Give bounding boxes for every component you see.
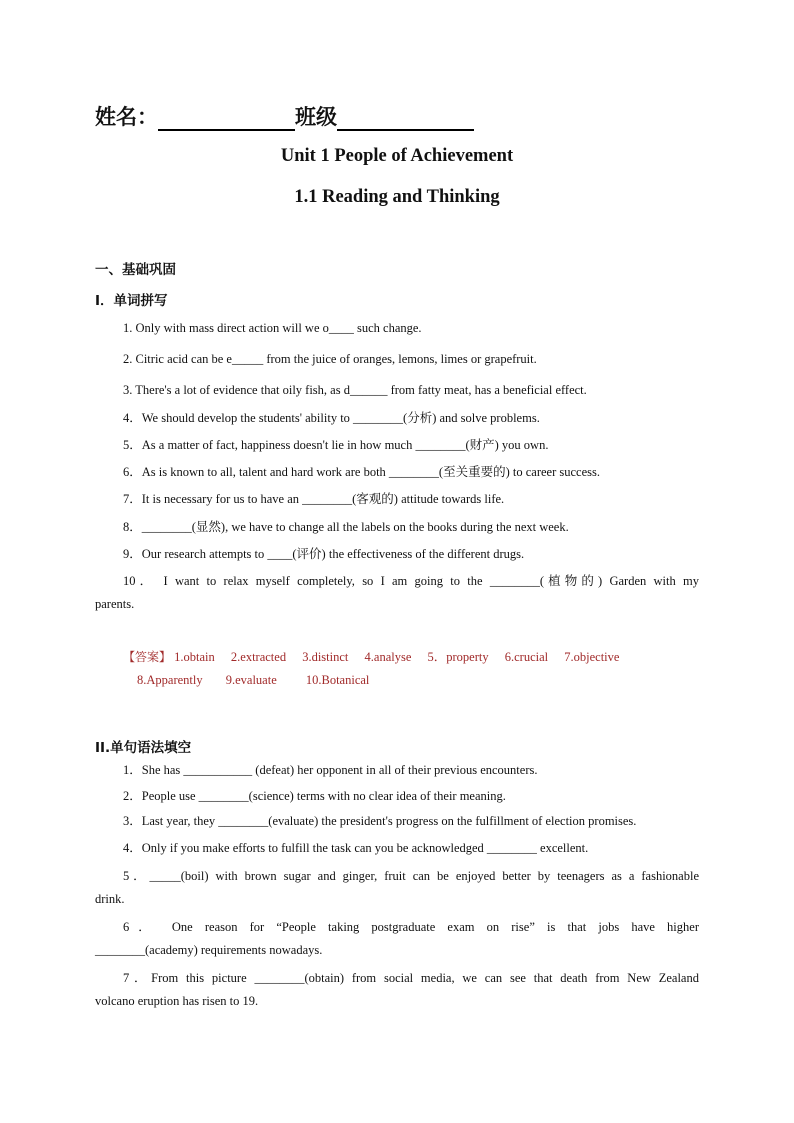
class-label: 班级 [295, 105, 337, 129]
question-item: 3．Last year, they ________(evaluate) the president's progress on the fulfillment of election promises. [123, 814, 637, 828]
question-item: 5．_____(boil) with brown sugar and ginger, fruit can be enjoyed better by teenagers as a fashionable [123, 869, 699, 883]
answer-tag: 【答案】 [123, 650, 172, 664]
question-item-continuation: drink. [95, 892, 125, 906]
name-class-row [95, 101, 474, 131]
answer-item: 7.objective [564, 650, 620, 664]
name-blank [158, 105, 295, 131]
answer-item: 3.distinct [302, 650, 349, 664]
question-item: 6．As is known to all, talent and hard work are both ________(至关重要的) to career success. [123, 465, 600, 479]
class-blank [337, 105, 474, 131]
question-item: 2．People use ________(science) terms with no clear idea of their meaning. [123, 789, 506, 803]
question-item: 2. Citric acid can be e_____ from the juice of oranges, lemons, limes or grapefruit. [123, 352, 537, 366]
question-item: 7．From this picture ________(obtain) from social media, we can see that death from New Zealand [123, 971, 699, 985]
question-item: 8．________(显然), we have to change all the labels on the books during the next week. [123, 520, 569, 534]
answer-item: 4.analyse [364, 650, 412, 664]
question-item: 1. Only with mass direct action will we o____ such change. [123, 321, 422, 335]
part2-heading: II.单句语法填空 [95, 740, 192, 756]
answer-item: 1.obtain [174, 650, 215, 664]
question-item: 4．We should develop the students' ability to ________(分析) and solve problems. [123, 411, 540, 425]
question-item: 3. There's a lot of evidence that oily fish, as d______ from fatty meat, has a beneficial effect. [123, 383, 587, 397]
question-item: 10． I want to relax myself completely, so I am going to the ________(植物的) Garden with my [123, 574, 699, 588]
answer-key-line-2 [137, 673, 382, 688]
question-item: 5．As a matter of fact, happiness doesn't lie in how much ________(财产) you own. [123, 438, 549, 452]
question-item-continuation: ________(academy) requirements nowadays. [95, 943, 323, 957]
answer-item: 6.crucial [504, 650, 549, 664]
part1-heading: I．单词拼写 [95, 293, 168, 309]
lesson-subtitle: 1.1 Reading and Thinking [294, 187, 500, 207]
answer-item: 9.evaluate [225, 673, 277, 687]
answer-item: 5．property [427, 650, 489, 664]
question-item-continuation: volcano eruption has risen to 19. [95, 994, 259, 1008]
answer-item: 8.Apparently [137, 673, 203, 687]
name-label: 姓名： [95, 105, 158, 129]
answer-key-line-1 [123, 647, 632, 665]
question-item: 1．She has ___________ (defeat) her opponent in all of their previous encounters. [123, 763, 538, 777]
unit-title: Unit 1 People of Achievement [280, 146, 514, 166]
question-item: 7．It is necessary for us to have an ________(客观的) attitude towards life. [123, 492, 505, 506]
answer-item: 10.Botanical [305, 673, 370, 687]
question-item: 4．Only if you make efforts to fulfill the task can you be acknowledged ________ excellent. [123, 841, 589, 855]
question-item: 9．Our research attempts to ____(评价) the effectiveness of the different drugs. [123, 547, 525, 561]
answer-item: 2.extracted [230, 650, 287, 664]
section-heading-basic: 一、基础巩固 [95, 262, 176, 278]
question-item: 6． One reason for “People taking postgraduate exam on rise” is that jobs have higher [123, 920, 699, 934]
question-item-continuation: parents. [95, 597, 135, 611]
